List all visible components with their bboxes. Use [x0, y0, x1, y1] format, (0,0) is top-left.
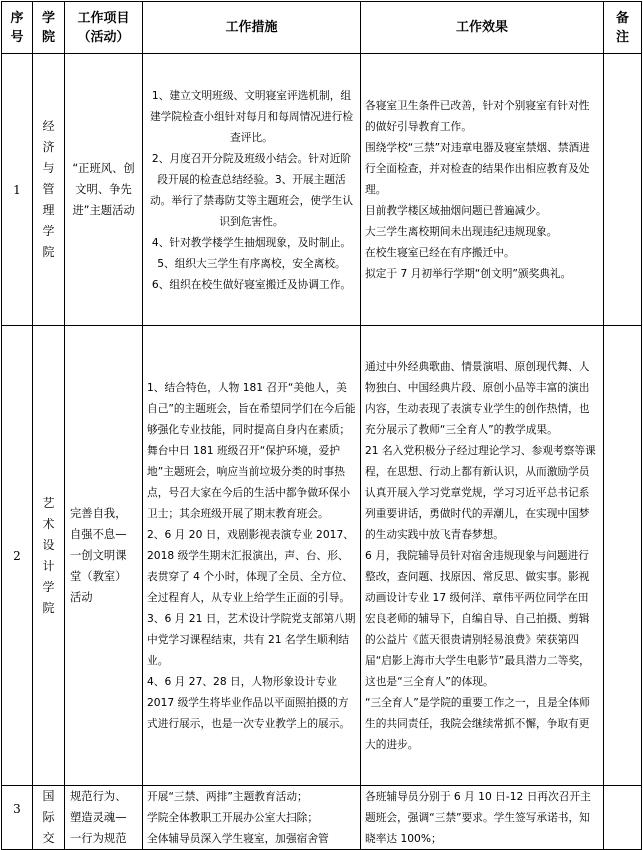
row-notes — [604, 786, 642, 850]
row-index: 1 — [2, 54, 33, 326]
measure-item: 全体辅导员深入学生寝室，加强宿舍管 — [147, 832, 329, 845]
effect-item: 21 名入党积极分子经过理论学习、参观考察等课程，在思想、行动上都有新认识，从而激励学员认真开展入学习党章党规，学习习近平总书记系列重要讲话，勇做时代的弄潮儿，在实现中国梦的生动实践中放飞青春梦想。 — [365, 444, 596, 541]
measure-item: 6、组织在校生做好寝室搬迁及协调工作。 — [151, 277, 352, 291]
row-college: 国际交 — [33, 786, 65, 850]
effect-item: 拟定于 7 月初举行学期“创文明”颁奖典礼。 — [365, 267, 572, 280]
row-project: 规范行为、塑造灵魂—一行为规范 — [65, 786, 143, 850]
row-measures — [143, 54, 361, 326]
row-effects — [361, 786, 604, 850]
measure-item: 1、建立文明班级、文明寝室评选机制，组建学院检查小组针对每月和每周情况进行检查评比。 — [149, 88, 354, 144]
measure-item: 2、月度召开分院及班级小结会。针对近阶段开展的检查总结经验。3、开展主题活动。举行了禁毒防艾等主题班会，使学生认识到危害性。 — [149, 151, 354, 228]
effect-item: 在校生寝室已经在有序搬迁中。 — [365, 246, 515, 259]
row-measures — [143, 786, 361, 850]
table-row — [2, 54, 642, 326]
row-notes — [604, 54, 642, 326]
table-row — [2, 786, 642, 850]
row-notes — [604, 326, 642, 786]
row-college: 艺术设计学院 — [33, 326, 65, 786]
header-project: 工作项目 （活动） — [65, 2, 143, 54]
effect-item: 围绕学校“三禁”对违章电器及寝室禁烟、禁酒进行全面检查，并对检查的结果作出相应教育及处理。 — [365, 141, 590, 196]
measure-item: 5、组织大三学生有序离校，安全离校。 — [157, 256, 346, 270]
row-index: 3 — [2, 786, 33, 850]
work-report-table — [1, 1, 642, 850]
row-index: 2 — [2, 326, 33, 786]
measure-item: 3、6 月 21 日，艺术设计学院党支部第八期中党学习课程结束，共有 21 名学生顺利结业。 — [147, 612, 356, 667]
measure-item: 2、6 月 20 日，戏剧影视表演专业 2017、2018 级学生期末汇报演出，声、台、形、表贯穿了 4 个小时，体现了全员、全方位、全过程育人，从专业上给学生正面的引导。 — [147, 528, 354, 604]
effect-item: 大三学生离校期间未出现违纪违规现象。 — [365, 225, 558, 238]
effect-item: 通过中外经典歌曲、情景演唱、原创现代舞、人物独白、中国经典片段、原创小品等丰富的演出内容，生动表现了表演专业学生的创作热情，也充分展示了教师“三全育人”的教学成果。 — [365, 360, 590, 436]
header-notes: 备注 — [604, 2, 642, 54]
row-project: “正班风、创文明、争先进”主题活动 — [65, 54, 143, 326]
header-row — [2, 2, 642, 54]
header-college: 学院 — [33, 2, 65, 54]
table-row — [2, 326, 642, 786]
row-college: 经济与管理学院 — [33, 54, 65, 326]
header-index: 序号 — [2, 2, 33, 54]
row-measures — [143, 326, 361, 786]
measure-item: 1、结合特色，人物 181 召开“美他人，美自己”的主题班会，旨在希望同学们在今后能够强化专业技能，同时提高自身内在素质；舞台中日 181 班级召开“保护环境，爱护地”主题班会，响应当前垃圾分类的时事热点，号召大家在今后的生活中都争做环保小卫士；其余班级开展了期末教育班会。 — [147, 381, 356, 520]
measure-item: 4、针对教学楼学生抽烟现象，及时制止。 — [151, 235, 352, 249]
effect-item: 各寝室卫生条件已改善，针对个别寝室有针对性的做好引导教育工作。 — [365, 99, 590, 133]
effect-item: 目前教学楼区域抽烟问题已普遍减少。 — [365, 204, 547, 217]
header-effects: 工作效果 — [361, 2, 604, 54]
measure-item: 4、6 月 27、28 日，人物形象设计专业 2017 级学生将毕业作品以平面照拍摄的方式进行展示，也是一次专业教学上的展示。 — [147, 675, 351, 730]
effect-item: 各班辅导员分别于 6 月 10 日-12 日再次召开主题班会，强调“三禁”要求。学生签写承诺书，知晓率达 100%； — [365, 790, 591, 845]
measure-item: 开展“三禁、两排”主题教育活动； — [147, 790, 308, 803]
measure-item: 学院全体教职工开展办公室大扫除； — [147, 811, 319, 824]
header-measures: 工作措施 — [143, 2, 361, 54]
row-effects — [361, 54, 604, 326]
effect-item: “三全育人”是学院的重要工作之一，且是全体师生的共同责任，我院会继续常抓不懈，争取有更大的进步。 — [365, 696, 590, 751]
row-effects — [361, 326, 604, 786]
row-project: 完善自我，自强不息—一创文明课堂（教室）活动 — [65, 326, 143, 786]
effect-item: 6 月，我院辅导员针对宿舍违规现象与问题进行整改，查问题、找原因、常反思、做实事。影视动画设计专业 17 级何洋、章伟平两位同学在田宏良老师的辅导下，自编自导、自己拍摄、剪辑的公益片《蓝天很贵请别轻易浪费》荣获第四届“启影上海市大学生电影节”最具潜力二等奖，这也是“三全育人”的体现。 — [365, 549, 590, 688]
